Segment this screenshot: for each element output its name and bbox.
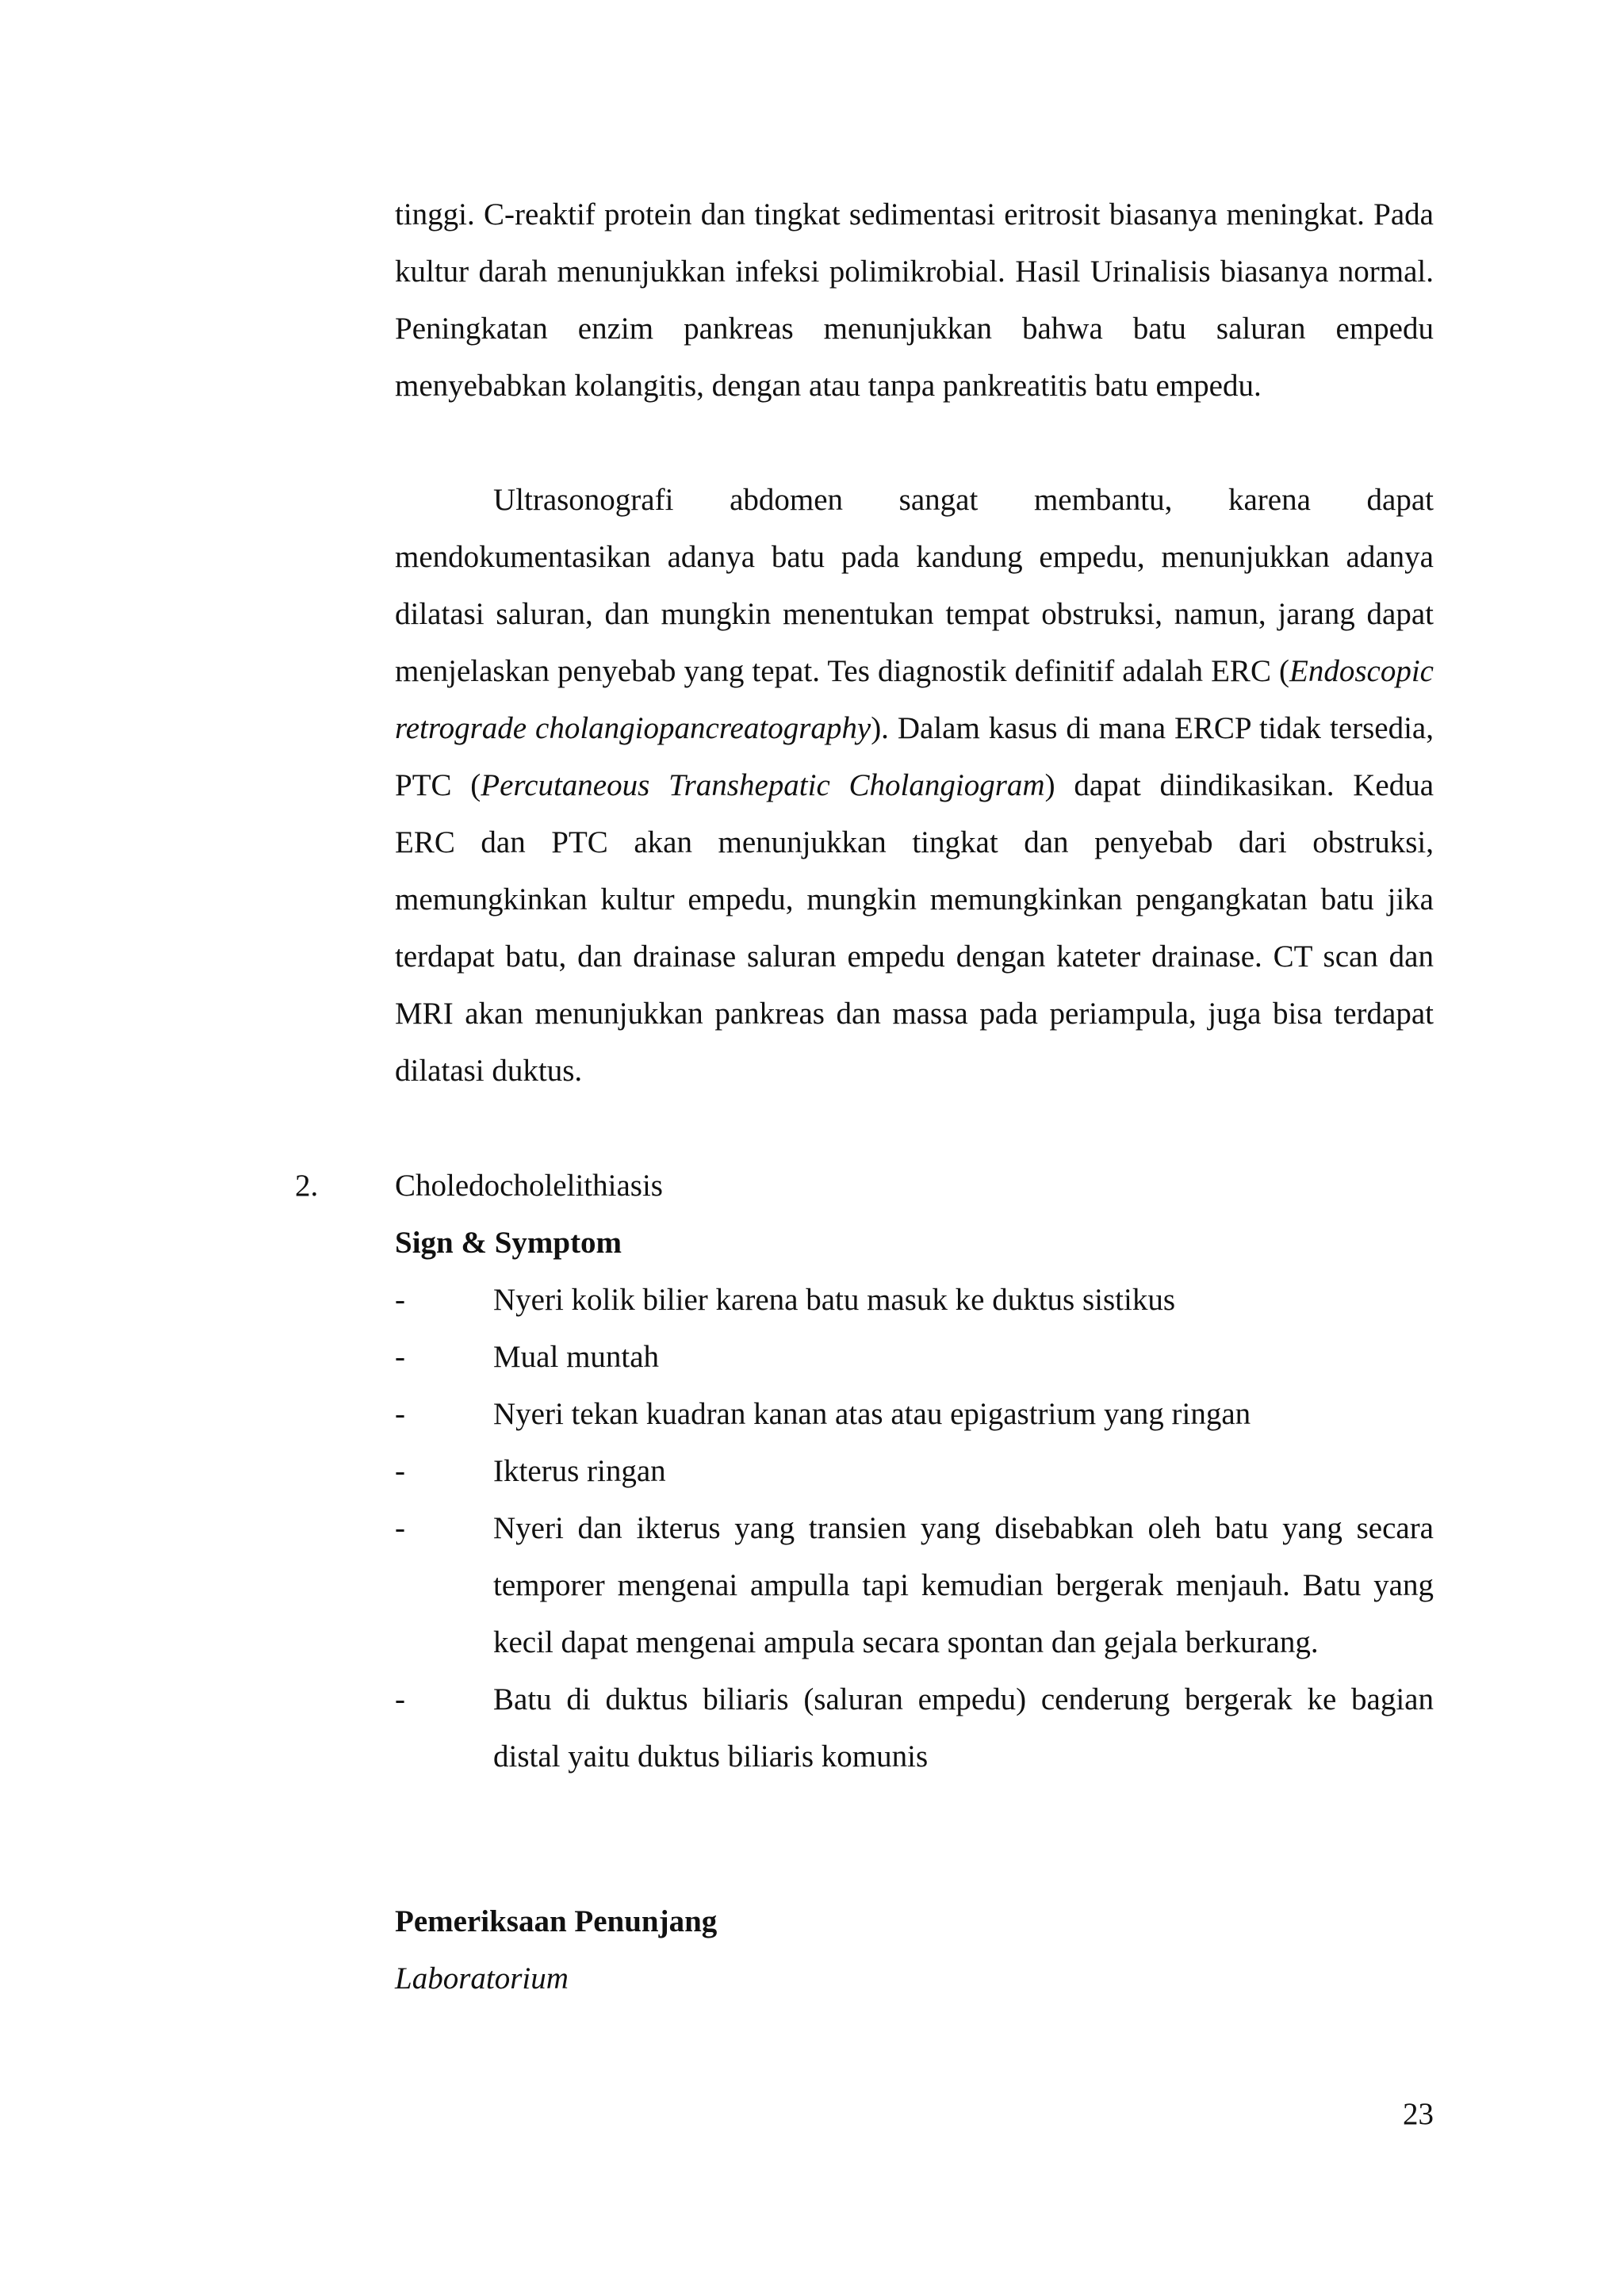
list-item xyxy=(395,1443,1434,1500)
signs-heading: Sign & Symptom xyxy=(395,1226,622,1260)
ptc-full-term: Percutaneous Transhepatic Cholangiogram xyxy=(481,768,1045,802)
list-marker: - xyxy=(395,1454,405,1488)
section-title: Choledocholelithiasis xyxy=(395,1169,663,1203)
list-marker: - xyxy=(395,1397,405,1431)
list-item-text: Ikterus ringan xyxy=(493,1454,666,1488)
list-item xyxy=(395,1500,1434,1671)
ercp-full-term: Endoscopic retrograde cholangiopancreatography xyxy=(395,654,1434,745)
paragraph-imaging-text-1: Ultrasonografi abdomen sangat membantu, karena dapat mendokumentasikan adanya batu pada kandung empedu, menunjukkan adanya dilatasi saluran, dan mungkin menentukan tempat obstruksi, namun, jarang dapat menjelaskan penyebab yang tepat. Tes diagnostik definitif adalah ERC ( xyxy=(395,483,1434,688)
list-item xyxy=(395,1329,1434,1386)
list-marker: - xyxy=(395,1340,405,1374)
list-item xyxy=(395,1671,1434,1785)
list-item-text: Mual muntah xyxy=(493,1340,660,1374)
list-item-text: Nyeri dan ikterus yang transien yang disebabkan oleh batu yang secara temporer mengenai ampulla tapi kemudian bergerak menjauh. Batu yang kecil dapat mengenai ampula secara spontan dan gejala berkurang. xyxy=(493,1511,1434,1659)
list-marker: - xyxy=(395,1682,405,1716)
laboratory-subheading: Laboratorium xyxy=(395,1961,569,1996)
list-marker: - xyxy=(395,1511,405,1545)
paragraph-imaging-text-2: ). Dalam kasus di mana ERCP tidak tersedia, PTC ( xyxy=(395,711,1434,802)
list-item xyxy=(395,1272,1434,1329)
page-number: 23 xyxy=(1403,2097,1434,2131)
list-item-text: Nyeri tekan kuadran kanan atas atau epigastrium yang ringan xyxy=(493,1397,1251,1431)
symptom-list xyxy=(395,1272,1434,1785)
list-marker: - xyxy=(395,1283,405,1317)
paragraph-imaging-text-3: ) dapat diindikasikan. Kedua ERC dan PTC akan menunjukkan tingkat dan penyebab dari obstruksi, memungkinkan kultur empedu, mungkin memungkinkan pengangkatan batu jika terdapat batu, dan drainase saluran empedu dengan kateter drainase. CT scan dan MRI akan menunjukkan pankreas dan massa pada periampula, juga bisa terdapat dilatasi duktus. xyxy=(395,768,1434,1088)
list-item xyxy=(395,1386,1434,1443)
list-item-text: Nyeri kolik bilier karena batu masuk ke duktus sistikus xyxy=(493,1283,1176,1317)
list-item-text: Batu di duktus biliaris (saluran empedu) cenderung bergerak ke bagian distal yaitu duktus biliaris komunis xyxy=(493,1682,1434,1774)
paragraph-lab-findings: tinggi. C-reaktif protein dan tingkat sedimentasi eritrosit biasanya meningkat. Pada kultur darah menunjukkan infeksi polimikrobial. Hasil Urinalisis biasanya normal. Peningkatan enzim pankreas menunjukkan bahwa batu saluran empedu menyebabkan kolangitis, dengan atau tanpa pankreatitis batu empedu. xyxy=(395,197,1434,403)
support-exam-heading: Pemeriksaan Penunjang xyxy=(395,1904,718,1938)
section-number: 2. xyxy=(295,1169,319,1203)
paragraph-imaging xyxy=(395,472,1434,1100)
